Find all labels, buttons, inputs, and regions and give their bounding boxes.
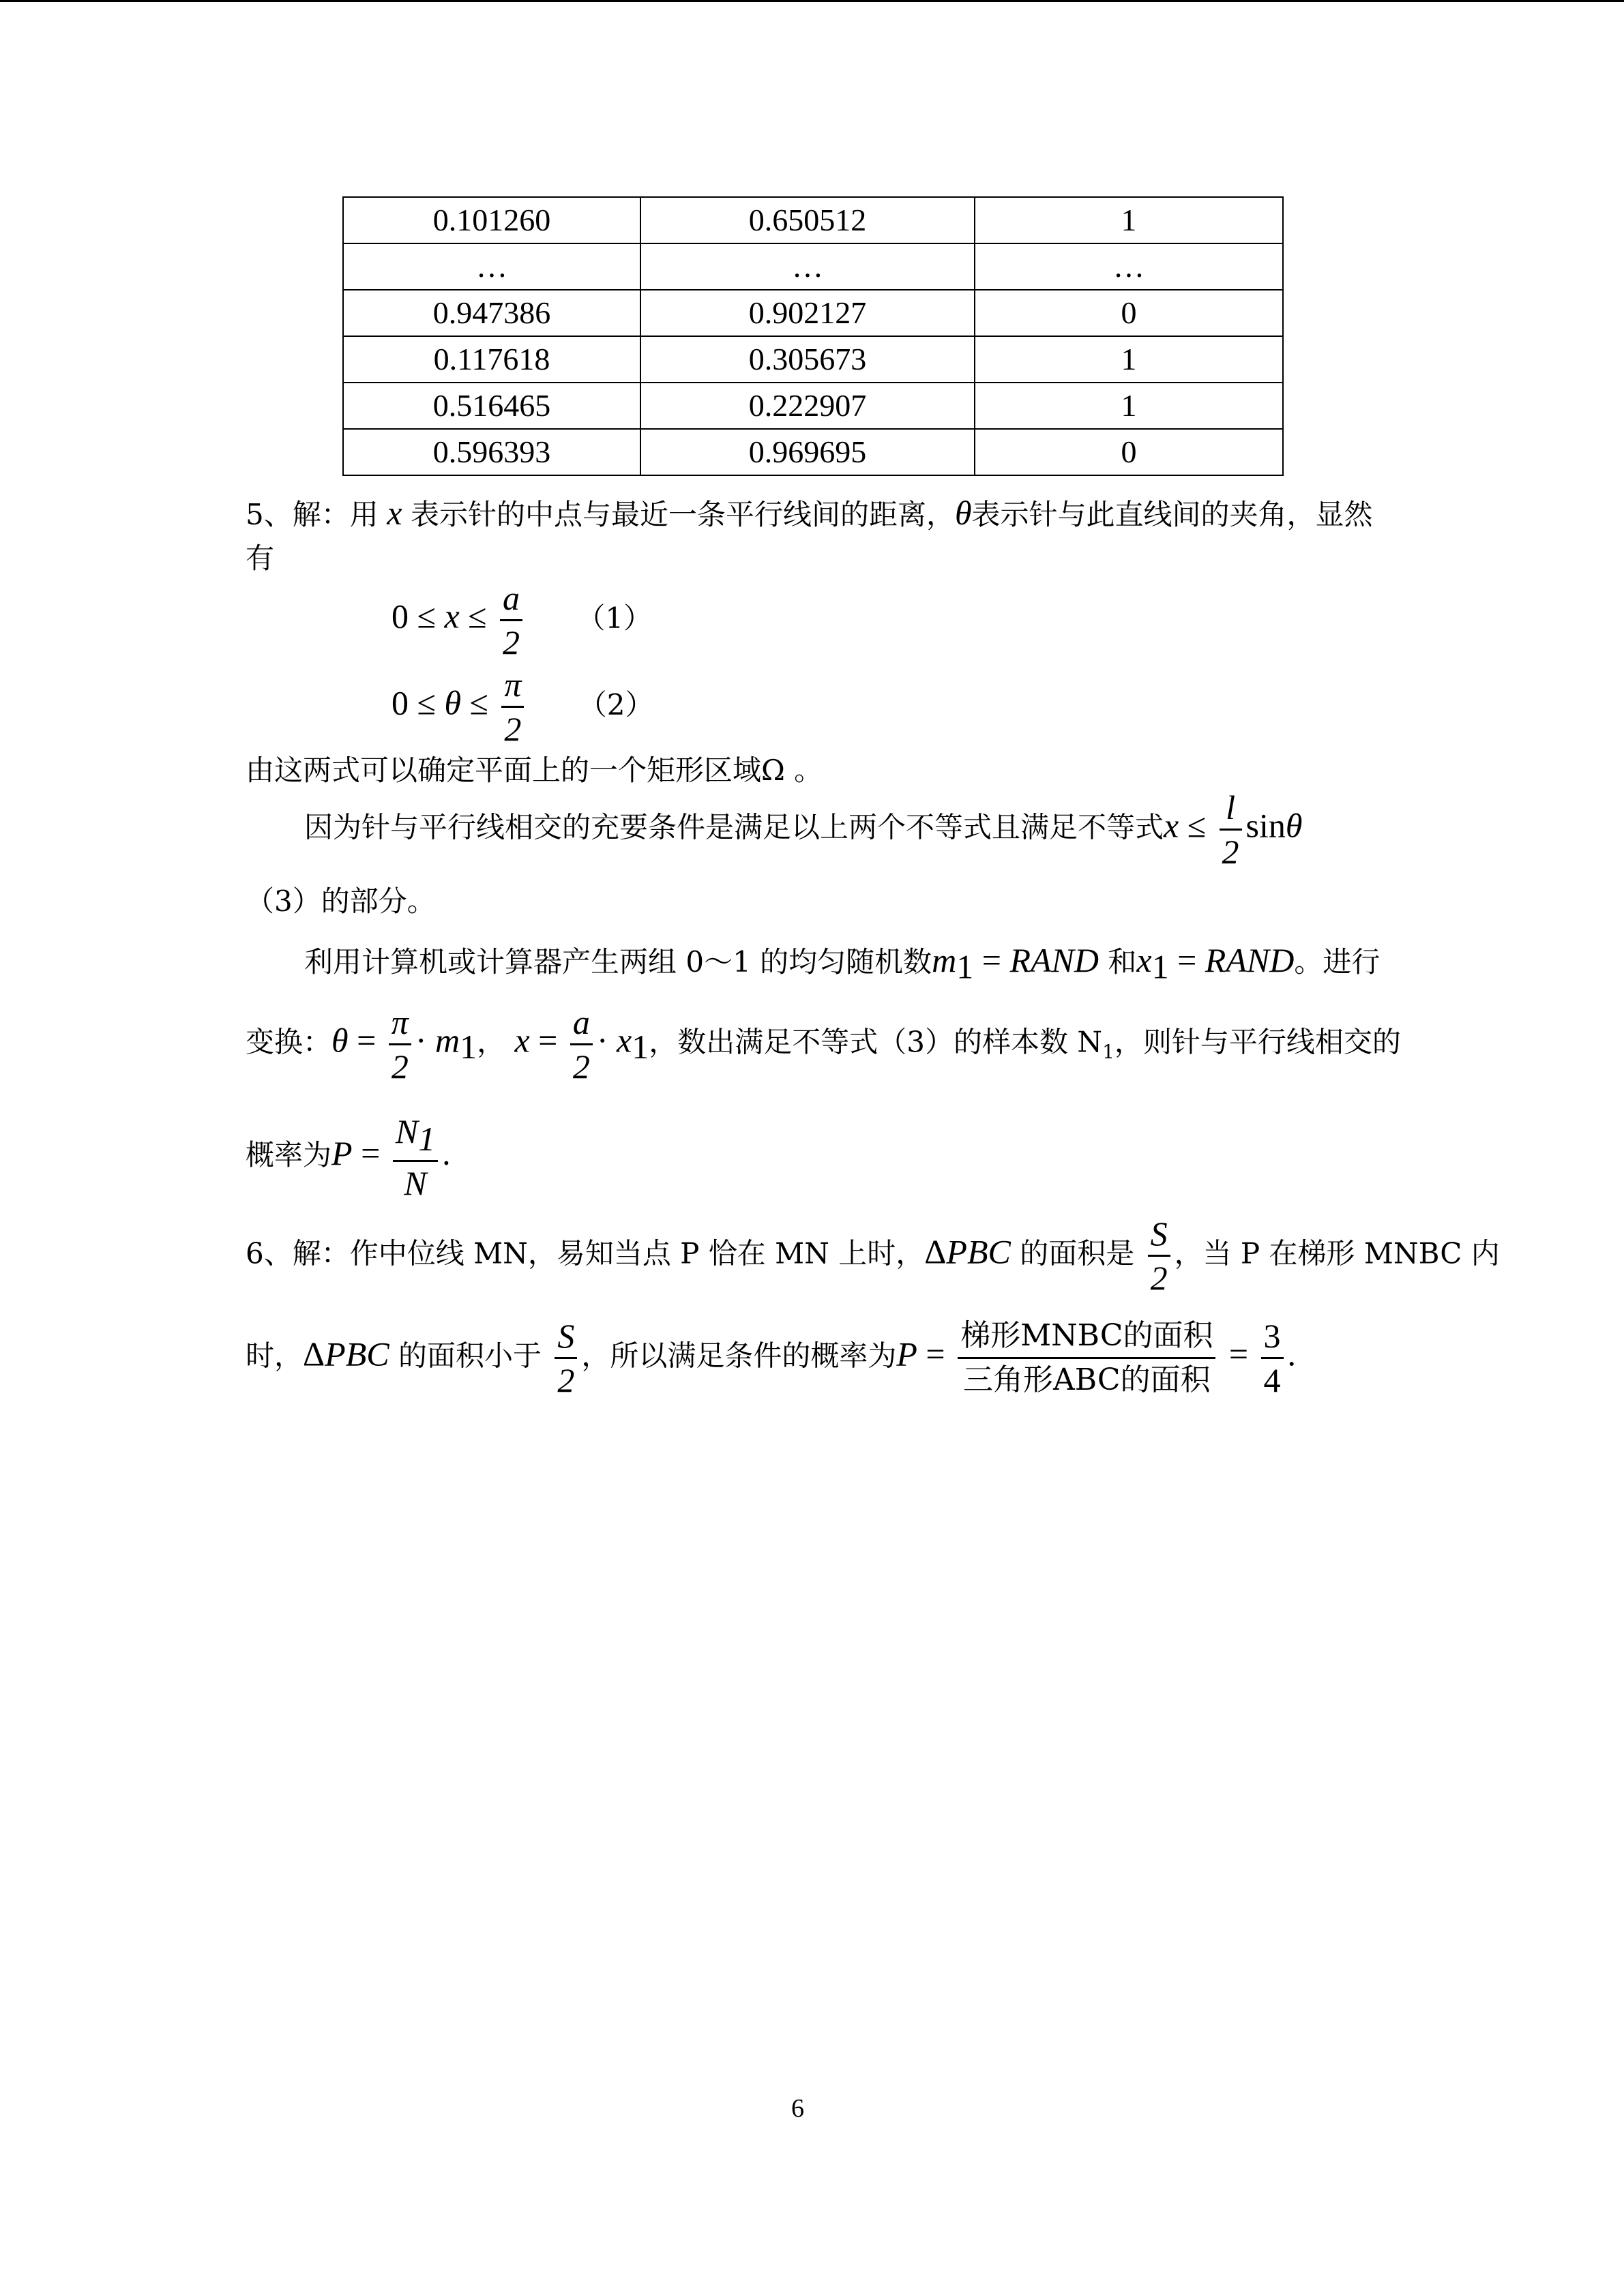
p6-line1: 6、解：作中位线 MN，易知当点 P 恰在 MN 上时，ΔPBC 的面积是 $\frac{S}{2}$ ，当 P 在梯形 MNBC 内 (246, 1214, 1500, 1297)
page-number: 6 (791, 2094, 804, 2123)
table-row (343, 336, 1283, 383)
p5-line1: 5、解：用 x 表示针的中点与最近一条平行线间的距离，θ表示针与此直线间的夹角，显然 (246, 494, 1373, 532)
p6-line2: 时，ΔPBC 的面积小于 $\frac{S}{2}$ ，所以满足条件的概率为P = $\frac{\text{梯形MNBC的面积}}{\text{三角形ABC的面积}}$ = $\frac{3}{4}$ . (246, 1317, 1297, 1399)
random-number-table (342, 196, 1284, 476)
eq1: 0 ≤ x ≤ $\frac{a}{2}$ （1） (392, 579, 653, 661)
table-cell: 0.101260 (343, 197, 640, 243)
p5-condition-2: （3）的部分。 (246, 884, 436, 918)
eq2: 0 ≤ θ ≤ $\frac{\pi}{2}$ （2） (392, 666, 654, 748)
table-cell: 0 (975, 429, 1283, 475)
table-cell: 1 (975, 383, 1283, 429)
table-cell: … (975, 243, 1283, 290)
table-cell: 1 (975, 197, 1283, 243)
table-cell: 0.305673 (640, 336, 975, 383)
p5-region: 由这两式可以确定平面上的一个矩形区域Ω 。 (246, 754, 823, 787)
table-cell: 0 (975, 290, 1283, 336)
table-cell: 0.650512 (640, 197, 975, 243)
table-row (343, 243, 1283, 290)
p5-condition: 因为针与平行线相交的充要条件是满足以上两个不等式且满足不等式x ≤ $\frac{l}{2}$ sinθ (304, 788, 1303, 871)
table-cell: 0.947386 (343, 290, 640, 336)
p5-transform: 变换：θ = $\frac{\pi}{2}$ · $m_1$， x = $\frac{a}{2}$ · $x_1$，数出满足不等式（3）的样本数 $N_1$，则针与平行线相交的 (246, 1003, 1401, 1086)
table-cell: … (343, 243, 640, 290)
top-border (0, 0, 1624, 2)
table-row (343, 290, 1283, 336)
table-cell: 0.969695 (640, 429, 975, 475)
table-cell: … (640, 243, 975, 290)
p5-rand: 利用计算机或计算器产生两组 0～1 的均匀随机数$m_1$ = RAND 和$x_1$ = RAND。进行 (304, 941, 1381, 986)
p5-line2: 有 (246, 541, 275, 575)
table-cell: 0.516465 (343, 383, 640, 429)
p5-probability: 概率为P = $\frac{N_1}{N}$ . (246, 1112, 451, 1202)
table-row (343, 383, 1283, 429)
table-row (343, 197, 1283, 243)
table-row (343, 429, 1283, 475)
table-cell: 0.222907 (640, 383, 975, 429)
table-cell: 1 (975, 336, 1283, 383)
table-cell: 0.117618 (343, 336, 640, 383)
table-cell: 0.902127 (640, 290, 975, 336)
table-cell: 0.596393 (343, 429, 640, 475)
